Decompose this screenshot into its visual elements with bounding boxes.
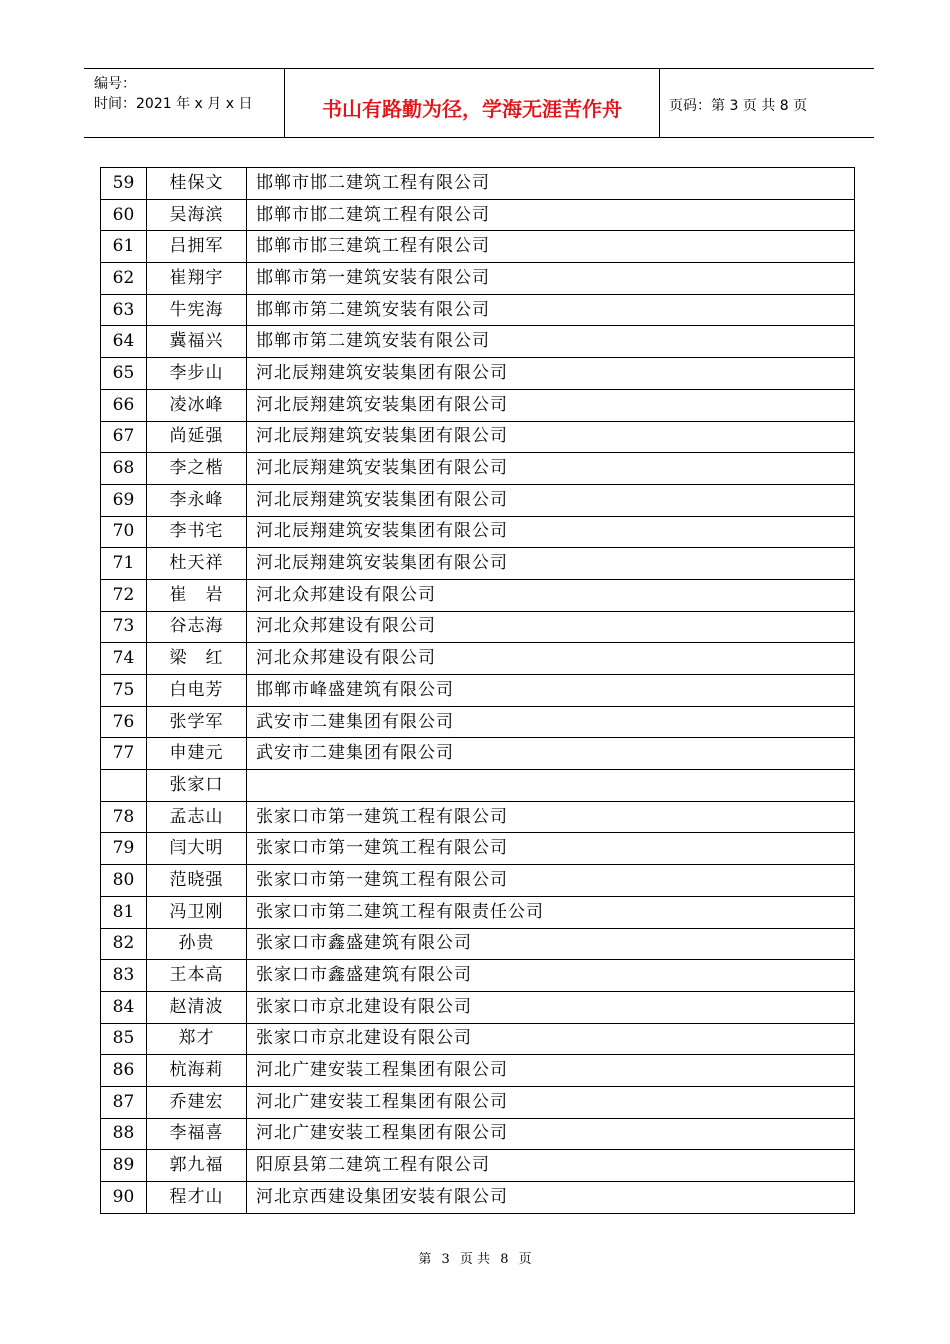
table-row [101, 168, 855, 200]
row-company: 邯郸市第一建筑安装有限公司 [247, 263, 855, 295]
row-company: 张家口市第一建筑工程有限公司 [247, 865, 855, 897]
row-company: 张家口市第一建筑工程有限公司 [247, 801, 855, 833]
header-page-cell [659, 69, 874, 137]
document-date: 时间：2021 年 x 月 x 日 [94, 96, 253, 112]
table-row [101, 643, 855, 675]
row-name: 程才山 [147, 1182, 247, 1214]
table-row [101, 1055, 855, 1087]
row-company: 河北辰翔建筑安装集团有限公司 [247, 516, 855, 548]
header-meta-cell [84, 69, 284, 137]
row-name: 吕拥军 [147, 231, 247, 263]
row-company: 张家口市京北建设有限公司 [247, 1023, 855, 1055]
row-company: 河北京西建设集团安装有限公司 [247, 1182, 855, 1214]
page-footer [0, 1248, 950, 1267]
row-company: 邯郸市峰盛建筑有限公司 [247, 675, 855, 707]
row-name: 闫大明 [147, 833, 247, 865]
row-company: 河北众邦建设有限公司 [247, 611, 855, 643]
row-company: 邯郸市邯三建筑工程有限公司 [247, 231, 855, 263]
row-number: 60 [101, 199, 147, 231]
table-row [101, 358, 855, 390]
header-slogan: 书山有路勤为径，学海无涯苦作舟 [322, 97, 622, 121]
footer-page-mid: 页 共 [459, 1252, 491, 1267]
row-number: 75 [101, 675, 147, 707]
row-company: 河北广建安装工程集团有限公司 [247, 1055, 855, 1087]
table-row [101, 484, 855, 516]
document-number-label: 编号： [94, 76, 136, 92]
table-row [101, 1118, 855, 1150]
row-name: 张家口 [147, 770, 247, 802]
table-row [101, 896, 855, 928]
table-row [101, 389, 855, 421]
table-row [101, 833, 855, 865]
row-name: 白电芳 [147, 675, 247, 707]
row-name: 冀福兴 [147, 326, 247, 358]
row-number: 70 [101, 516, 147, 548]
row-name: 郑才 [147, 1023, 247, 1055]
row-company: 阳原县第二建筑工程有限公司 [247, 1150, 855, 1182]
row-number: 67 [101, 421, 147, 453]
row-company: 邯郸市邯二建筑工程有限公司 [247, 199, 855, 231]
header-slogan-cell [284, 69, 660, 137]
row-number: 78 [101, 801, 147, 833]
row-number: 68 [101, 453, 147, 485]
table-row [101, 928, 855, 960]
row-number: 88 [101, 1118, 147, 1150]
row-name: 谷志海 [147, 611, 247, 643]
row-name: 李永峰 [147, 484, 247, 516]
row-name: 梁 红 [147, 643, 247, 675]
row-name: 李书宅 [147, 516, 247, 548]
row-company: 河北众邦建设有限公司 [247, 643, 855, 675]
row-number: 80 [101, 865, 147, 897]
row-company: 河北辰翔建筑安装集团有限公司 [247, 453, 855, 485]
personnel-table-body [101, 168, 855, 1214]
table-row [101, 738, 855, 770]
footer-page-total: 8 [500, 1252, 509, 1267]
row-number: 61 [101, 231, 147, 263]
table-row [101, 326, 855, 358]
table-row [101, 516, 855, 548]
row-number: 82 [101, 928, 147, 960]
table-row [101, 1023, 855, 1055]
row-name: 范晓强 [147, 865, 247, 897]
row-company: 邯郸市第二建筑安装有限公司 [247, 294, 855, 326]
row-company: 河北辰翔建筑安装集团有限公司 [247, 548, 855, 580]
table-row [101, 706, 855, 738]
row-number: 69 [101, 484, 147, 516]
row-number: 79 [101, 833, 147, 865]
row-company [247, 770, 855, 802]
row-number: 74 [101, 643, 147, 675]
row-name: 李福喜 [147, 1118, 247, 1150]
row-name: 杭海莉 [147, 1055, 247, 1087]
table-row [101, 263, 855, 295]
footer-page-suffix: 页 [518, 1252, 532, 1267]
row-number: 83 [101, 960, 147, 992]
row-number: 89 [101, 1150, 147, 1182]
row-number: 65 [101, 358, 147, 390]
page-header [84, 68, 874, 138]
row-name: 崔翔宇 [147, 263, 247, 295]
row-number: 84 [101, 991, 147, 1023]
row-company: 张家口市京北建设有限公司 [247, 991, 855, 1023]
row-name: 牛宪海 [147, 294, 247, 326]
table-row [101, 611, 855, 643]
row-name: 桂保文 [147, 168, 247, 200]
row-company: 河北辰翔建筑安装集团有限公司 [247, 389, 855, 421]
row-number: 66 [101, 389, 147, 421]
row-number: 90 [101, 1182, 147, 1214]
row-number: 63 [101, 294, 147, 326]
table-row [101, 770, 855, 802]
row-number: 73 [101, 611, 147, 643]
row-company: 张家口市鑫盛建筑有限公司 [247, 960, 855, 992]
row-company: 河北辰翔建筑安装集团有限公司 [247, 358, 855, 390]
row-company: 邯郸市邯二建筑工程有限公司 [247, 168, 855, 200]
row-number [101, 770, 147, 802]
row-name: 王本高 [147, 960, 247, 992]
table-row [101, 960, 855, 992]
row-number: 72 [101, 579, 147, 611]
table-row [101, 294, 855, 326]
row-name: 张学军 [147, 706, 247, 738]
row-company: 张家口市第一建筑工程有限公司 [247, 833, 855, 865]
row-name: 孟志山 [147, 801, 247, 833]
row-name: 李步山 [147, 358, 247, 390]
table-row [101, 991, 855, 1023]
personnel-table [100, 167, 855, 1214]
table-row [101, 1182, 855, 1214]
row-name: 乔建宏 [147, 1086, 247, 1118]
row-number: 86 [101, 1055, 147, 1087]
row-number: 87 [101, 1086, 147, 1118]
row-name: 冯卫刚 [147, 896, 247, 928]
row-number: 64 [101, 326, 147, 358]
row-number: 77 [101, 738, 147, 770]
table-row [101, 453, 855, 485]
table-row [101, 1086, 855, 1118]
table-row [101, 579, 855, 611]
row-company: 河北广建安装工程集团有限公司 [247, 1118, 855, 1150]
table-row [101, 865, 855, 897]
row-company: 河北众邦建设有限公司 [247, 579, 855, 611]
row-number: 81 [101, 896, 147, 928]
row-name: 申建元 [147, 738, 247, 770]
row-number: 62 [101, 263, 147, 295]
row-company: 河北辰翔建筑安装集团有限公司 [247, 421, 855, 453]
table-row [101, 231, 855, 263]
row-name: 孙贵 [147, 928, 247, 960]
row-number: 76 [101, 706, 147, 738]
table-row [101, 548, 855, 580]
table-row [101, 801, 855, 833]
row-company: 武安市二建集团有限公司 [247, 706, 855, 738]
row-company: 张家口市鑫盛建筑有限公司 [247, 928, 855, 960]
header-page-info: 页码：第 3 页 共 8 页 [669, 98, 808, 114]
row-name: 赵清波 [147, 991, 247, 1023]
row-company: 武安市二建集团有限公司 [247, 738, 855, 770]
row-number: 59 [101, 168, 147, 200]
footer-page-prefix: 第 [418, 1252, 432, 1267]
row-name: 凌冰峰 [147, 389, 247, 421]
table-row [101, 421, 855, 453]
table-row [101, 1150, 855, 1182]
row-company: 邯郸市第二建筑安装有限公司 [247, 326, 855, 358]
row-number: 85 [101, 1023, 147, 1055]
row-company: 张家口市第二建筑工程有限责任公司 [247, 896, 855, 928]
row-number: 71 [101, 548, 147, 580]
row-company: 河北广建安装工程集团有限公司 [247, 1086, 855, 1118]
footer-page-current: 3 [441, 1252, 450, 1267]
row-company: 河北辰翔建筑安装集团有限公司 [247, 484, 855, 516]
row-name: 吴海滨 [147, 199, 247, 231]
row-name: 崔 岩 [147, 579, 247, 611]
row-name: 郭九福 [147, 1150, 247, 1182]
table-row [101, 675, 855, 707]
row-name: 杜天祥 [147, 548, 247, 580]
row-name: 李之楷 [147, 453, 247, 485]
table-row [101, 199, 855, 231]
row-name: 尚延强 [147, 421, 247, 453]
